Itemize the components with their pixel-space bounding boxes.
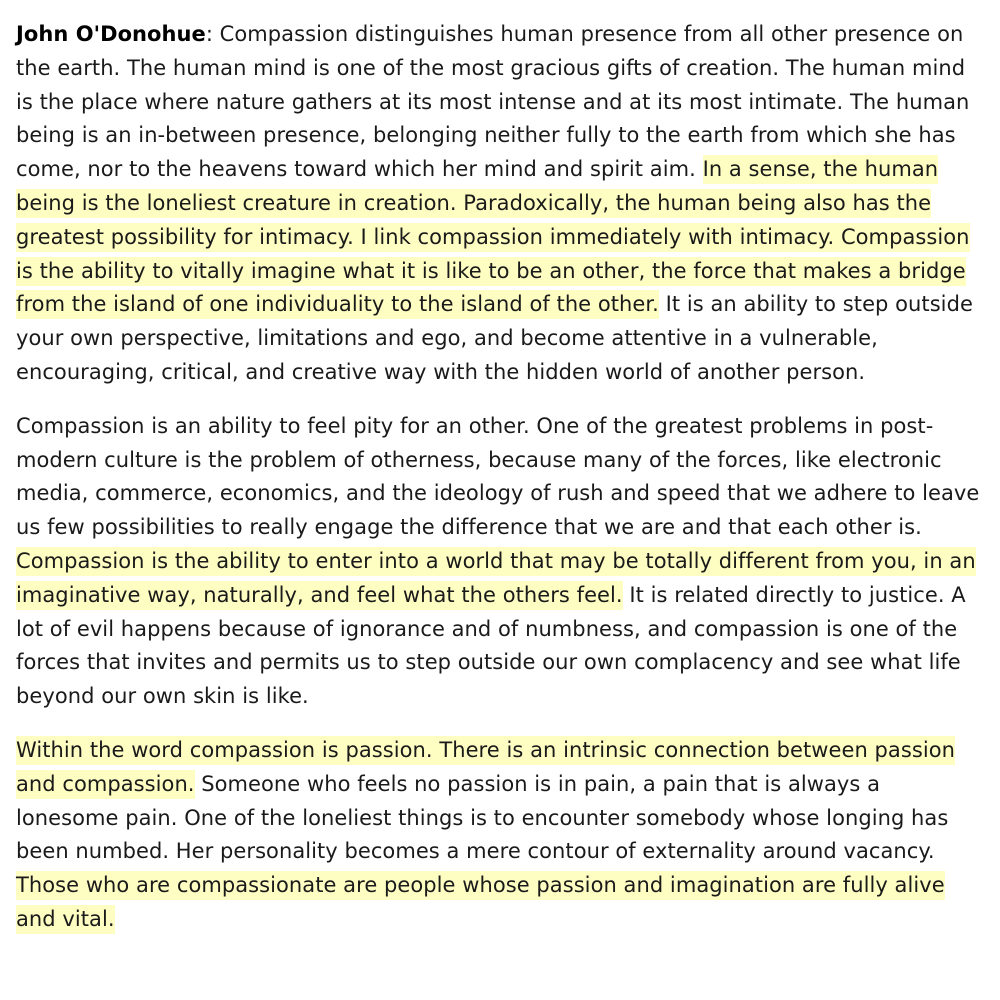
text-segment: Compassion is an ability to feel pity for an other. One of the greatest problems in post-modern culture is the problem of otherness, because many of the forces, like electronic media, commerce, economics, and the ideology of rush and speed that we adhere to leave us few possibilities to really engage the difference that we are and that each other is. <box>16 413 980 540</box>
highlighted-text-segment: Within the word compassion is passion. There is an intrinsic connection between passion and compassion. <box>16 736 955 799</box>
text-segment: It is an ability to step outside your own perspective, limitations and ego, and become attentive in a vulnerable, encouraging, critical, and creative way with the hidden world of another person. <box>16 292 973 384</box>
highlighted-text-segment: Those who are compassionate are people whose passion and imagination are fully alive and vital. <box>16 871 945 934</box>
text-segment: Someone who feels no passion is in pain, a pain that is always a lonesome pain. One of the loneliest things is to encounter somebody whose longing has been numbed. Her personality becomes a mere contour of externality around vacancy. <box>16 771 949 864</box>
speaker-name: John O'Donohue <box>16 22 206 46</box>
paragraph-3 <box>16 734 988 937</box>
text-segment: It is related directly to justice. A lot of evil happens because of ignorance and of numbness, and compassion is one of the forces that invites and permits us to step outside our own complacency and see what life beyond our own skin is like. <box>16 582 966 709</box>
quote-document <box>16 18 988 957</box>
highlighted-text-segment: Compassion is the ability to enter into a world that may be totally different from you, in an imaginative way, naturally, and feel what the others feel. <box>16 547 976 610</box>
paragraph-2 <box>16 410 988 714</box>
highlighted-text-segment: In a sense, the human being is the loneliest creature in creation. Paradoxically, the human being also has the greatest possibility for intimacy. I link compassion immediately with intimacy. Compassion is the ability to vitally imagine what it is like to be an other, the force that makes a bridge from the island of one individuality to the island of the other. <box>16 155 970 319</box>
paragraph-1 <box>16 18 988 390</box>
text-segment: : Compassion distinguishes human presence from all other presence on the earth. The human mind is one of the most gracious gifts of creation. The human mind is the place where nature gathers at its most intense and at its most intimate. The human being is an in-between presence, belonging neither fully to the earth from which she has come, nor to the heavens toward which her mind and spirit aim. <box>16 22 970 182</box>
